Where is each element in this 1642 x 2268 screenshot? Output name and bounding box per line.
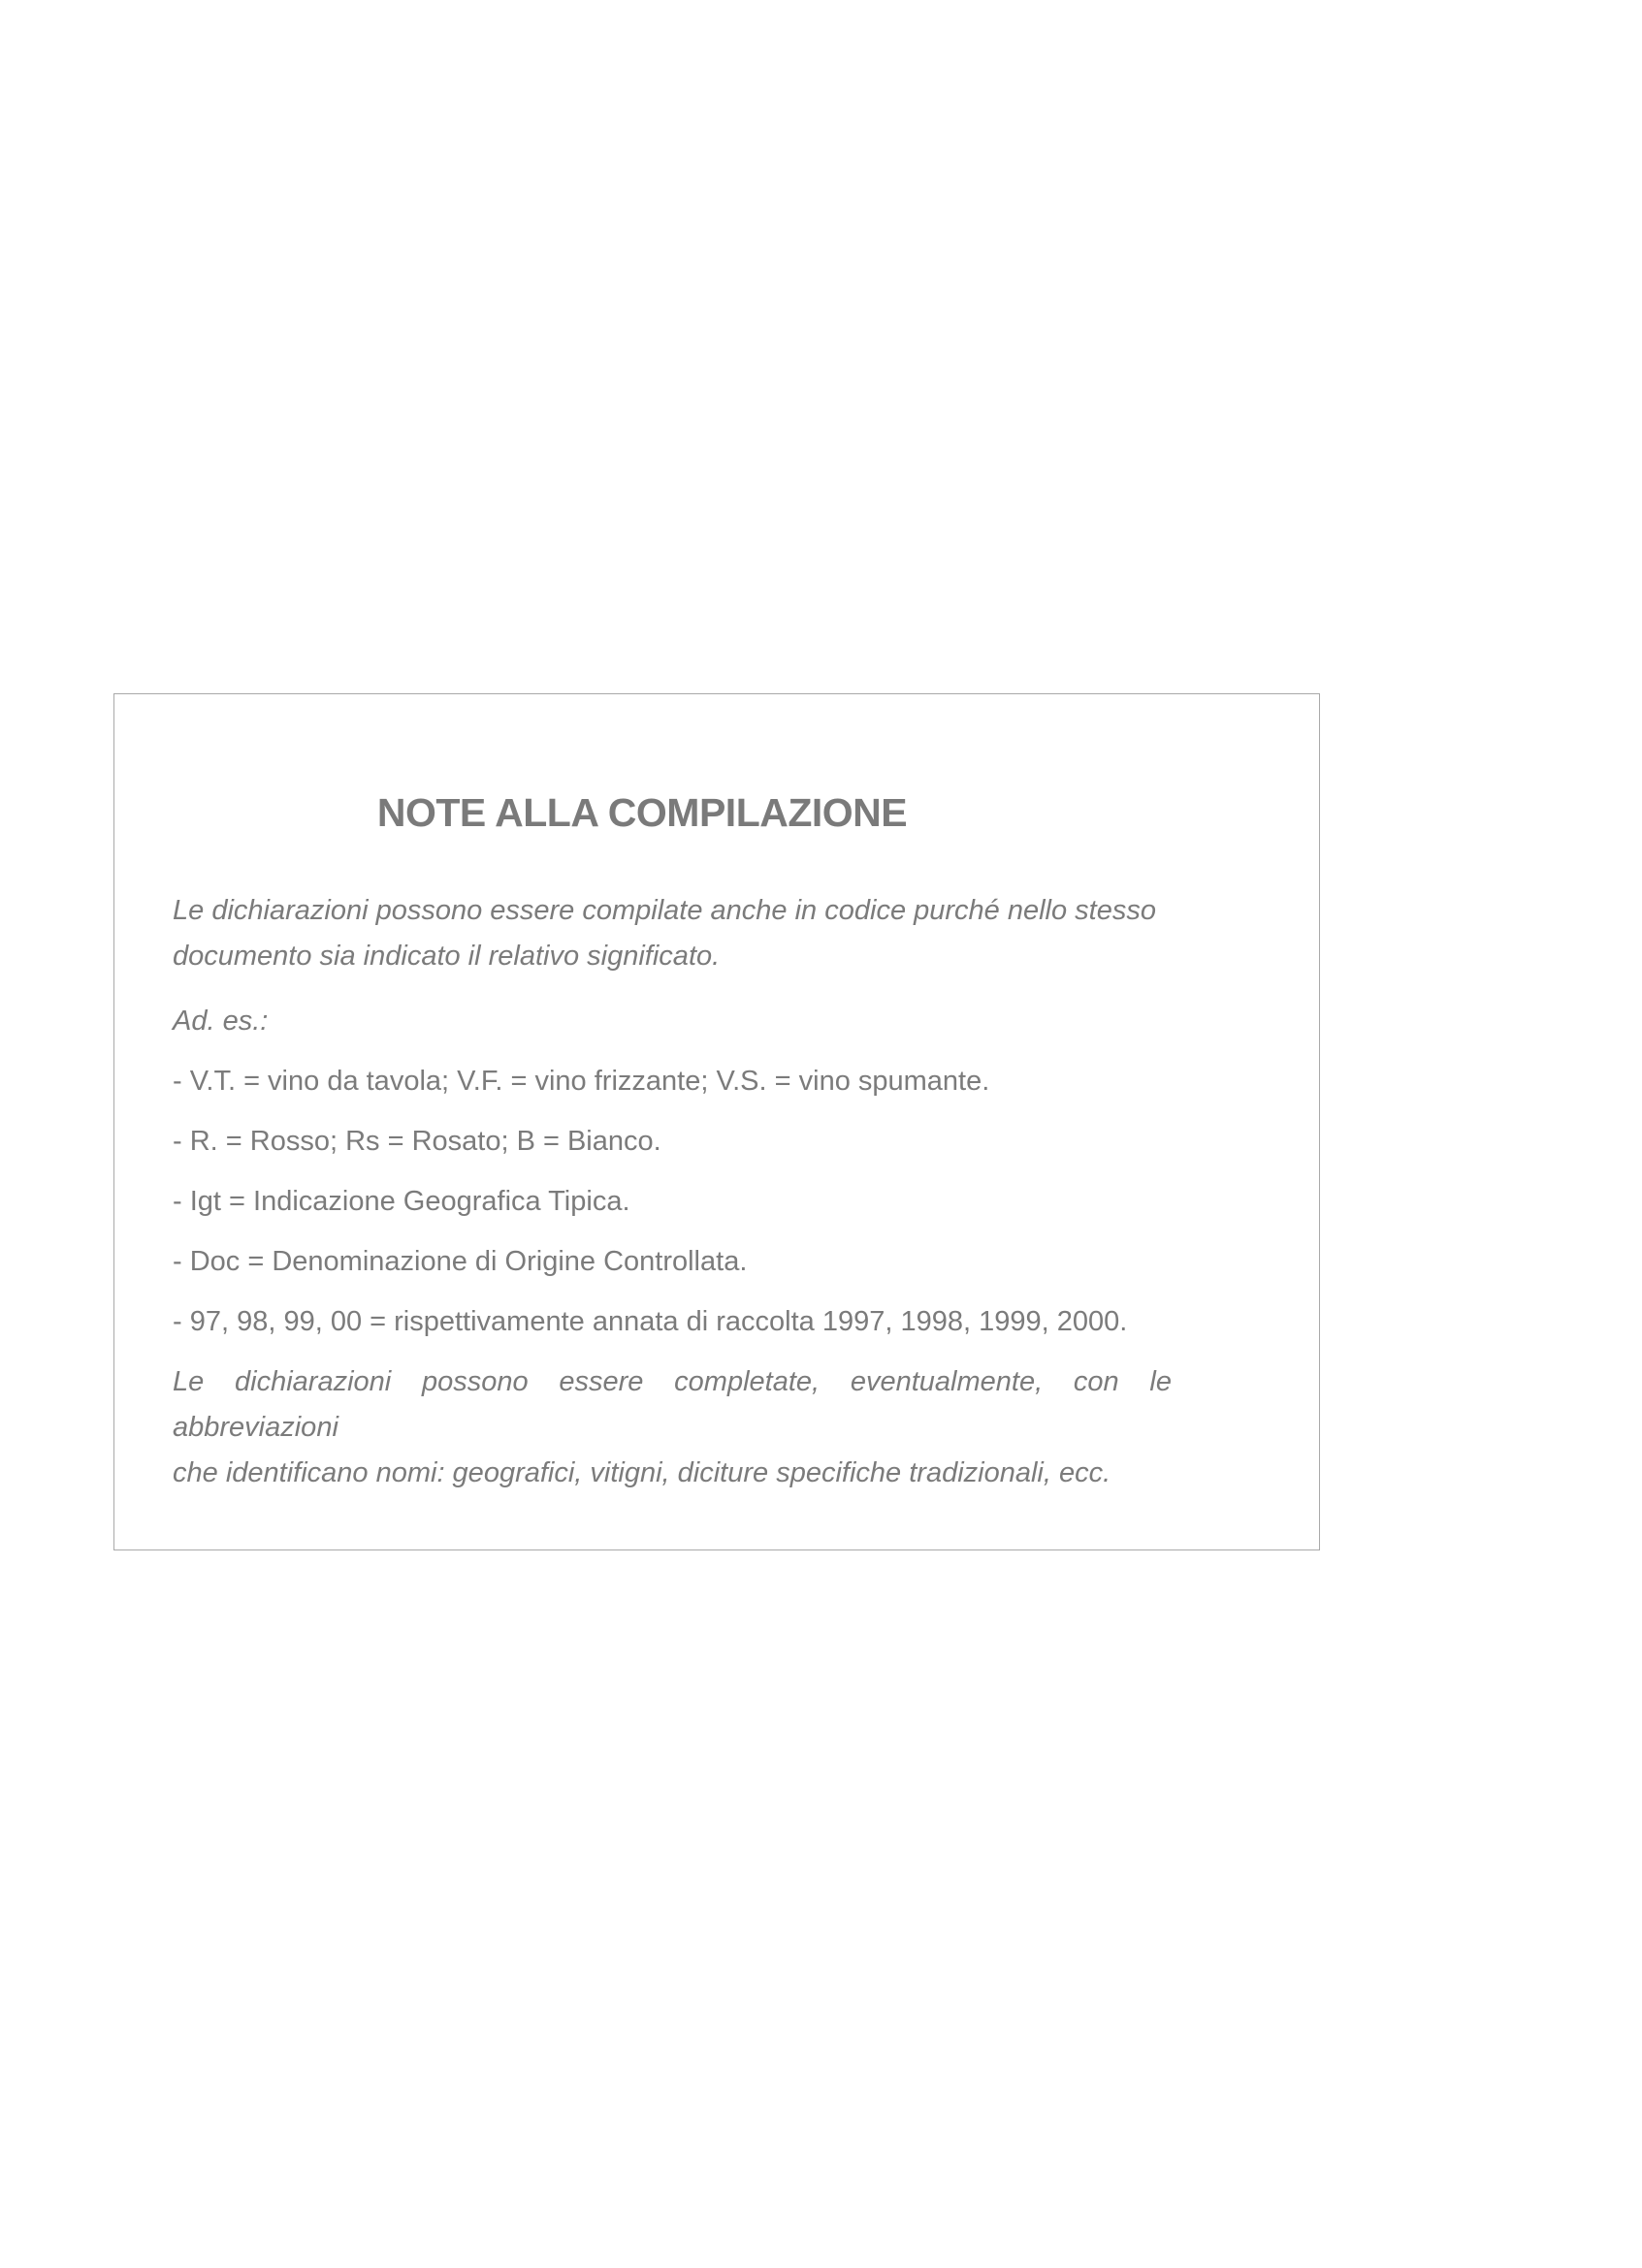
closing-paragraph — [173, 1359, 1172, 1496]
intro-paragraph — [173, 888, 1156, 979]
example-item: - Doc = Denominazione di Origine Controllata. — [173, 1246, 748, 1277]
compilation-notes-box — [113, 693, 1320, 1550]
intro-line-1: Le dichiarazioni possono essere compilate anche in codice purché nello stesso — [173, 895, 1156, 926]
notes-title: NOTE ALLA COMPILAZIONE — [376, 790, 908, 835]
intro-line-2: documento sia indicato il relativo significato. — [173, 941, 721, 972]
closing-line-2: che identificano nomi: geografici, vitigni, diciture specifiche tradizionali, ecc. — [173, 1457, 1111, 1488]
example-item: - V.T. = vino da tavola; V.F. = vino frizzante; V.S. = vino spumante. — [173, 1066, 990, 1097]
example-label: Ad. es.: — [173, 1006, 269, 1037]
example-item: - Igt = Indicazione Geografica Tipica. — [173, 1186, 630, 1217]
closing-line-1: Le dichiarazioni possono essere completate, eventualmente, con le abbreviazioni — [173, 1366, 1172, 1443]
example-item: - 97, 98, 99, 00 = rispettivamente annata di raccolta 1997, 1998, 1999, 2000. — [173, 1306, 1128, 1337]
example-item: - R. = Rosso; Rs = Rosato; B = Bianco. — [173, 1126, 661, 1157]
